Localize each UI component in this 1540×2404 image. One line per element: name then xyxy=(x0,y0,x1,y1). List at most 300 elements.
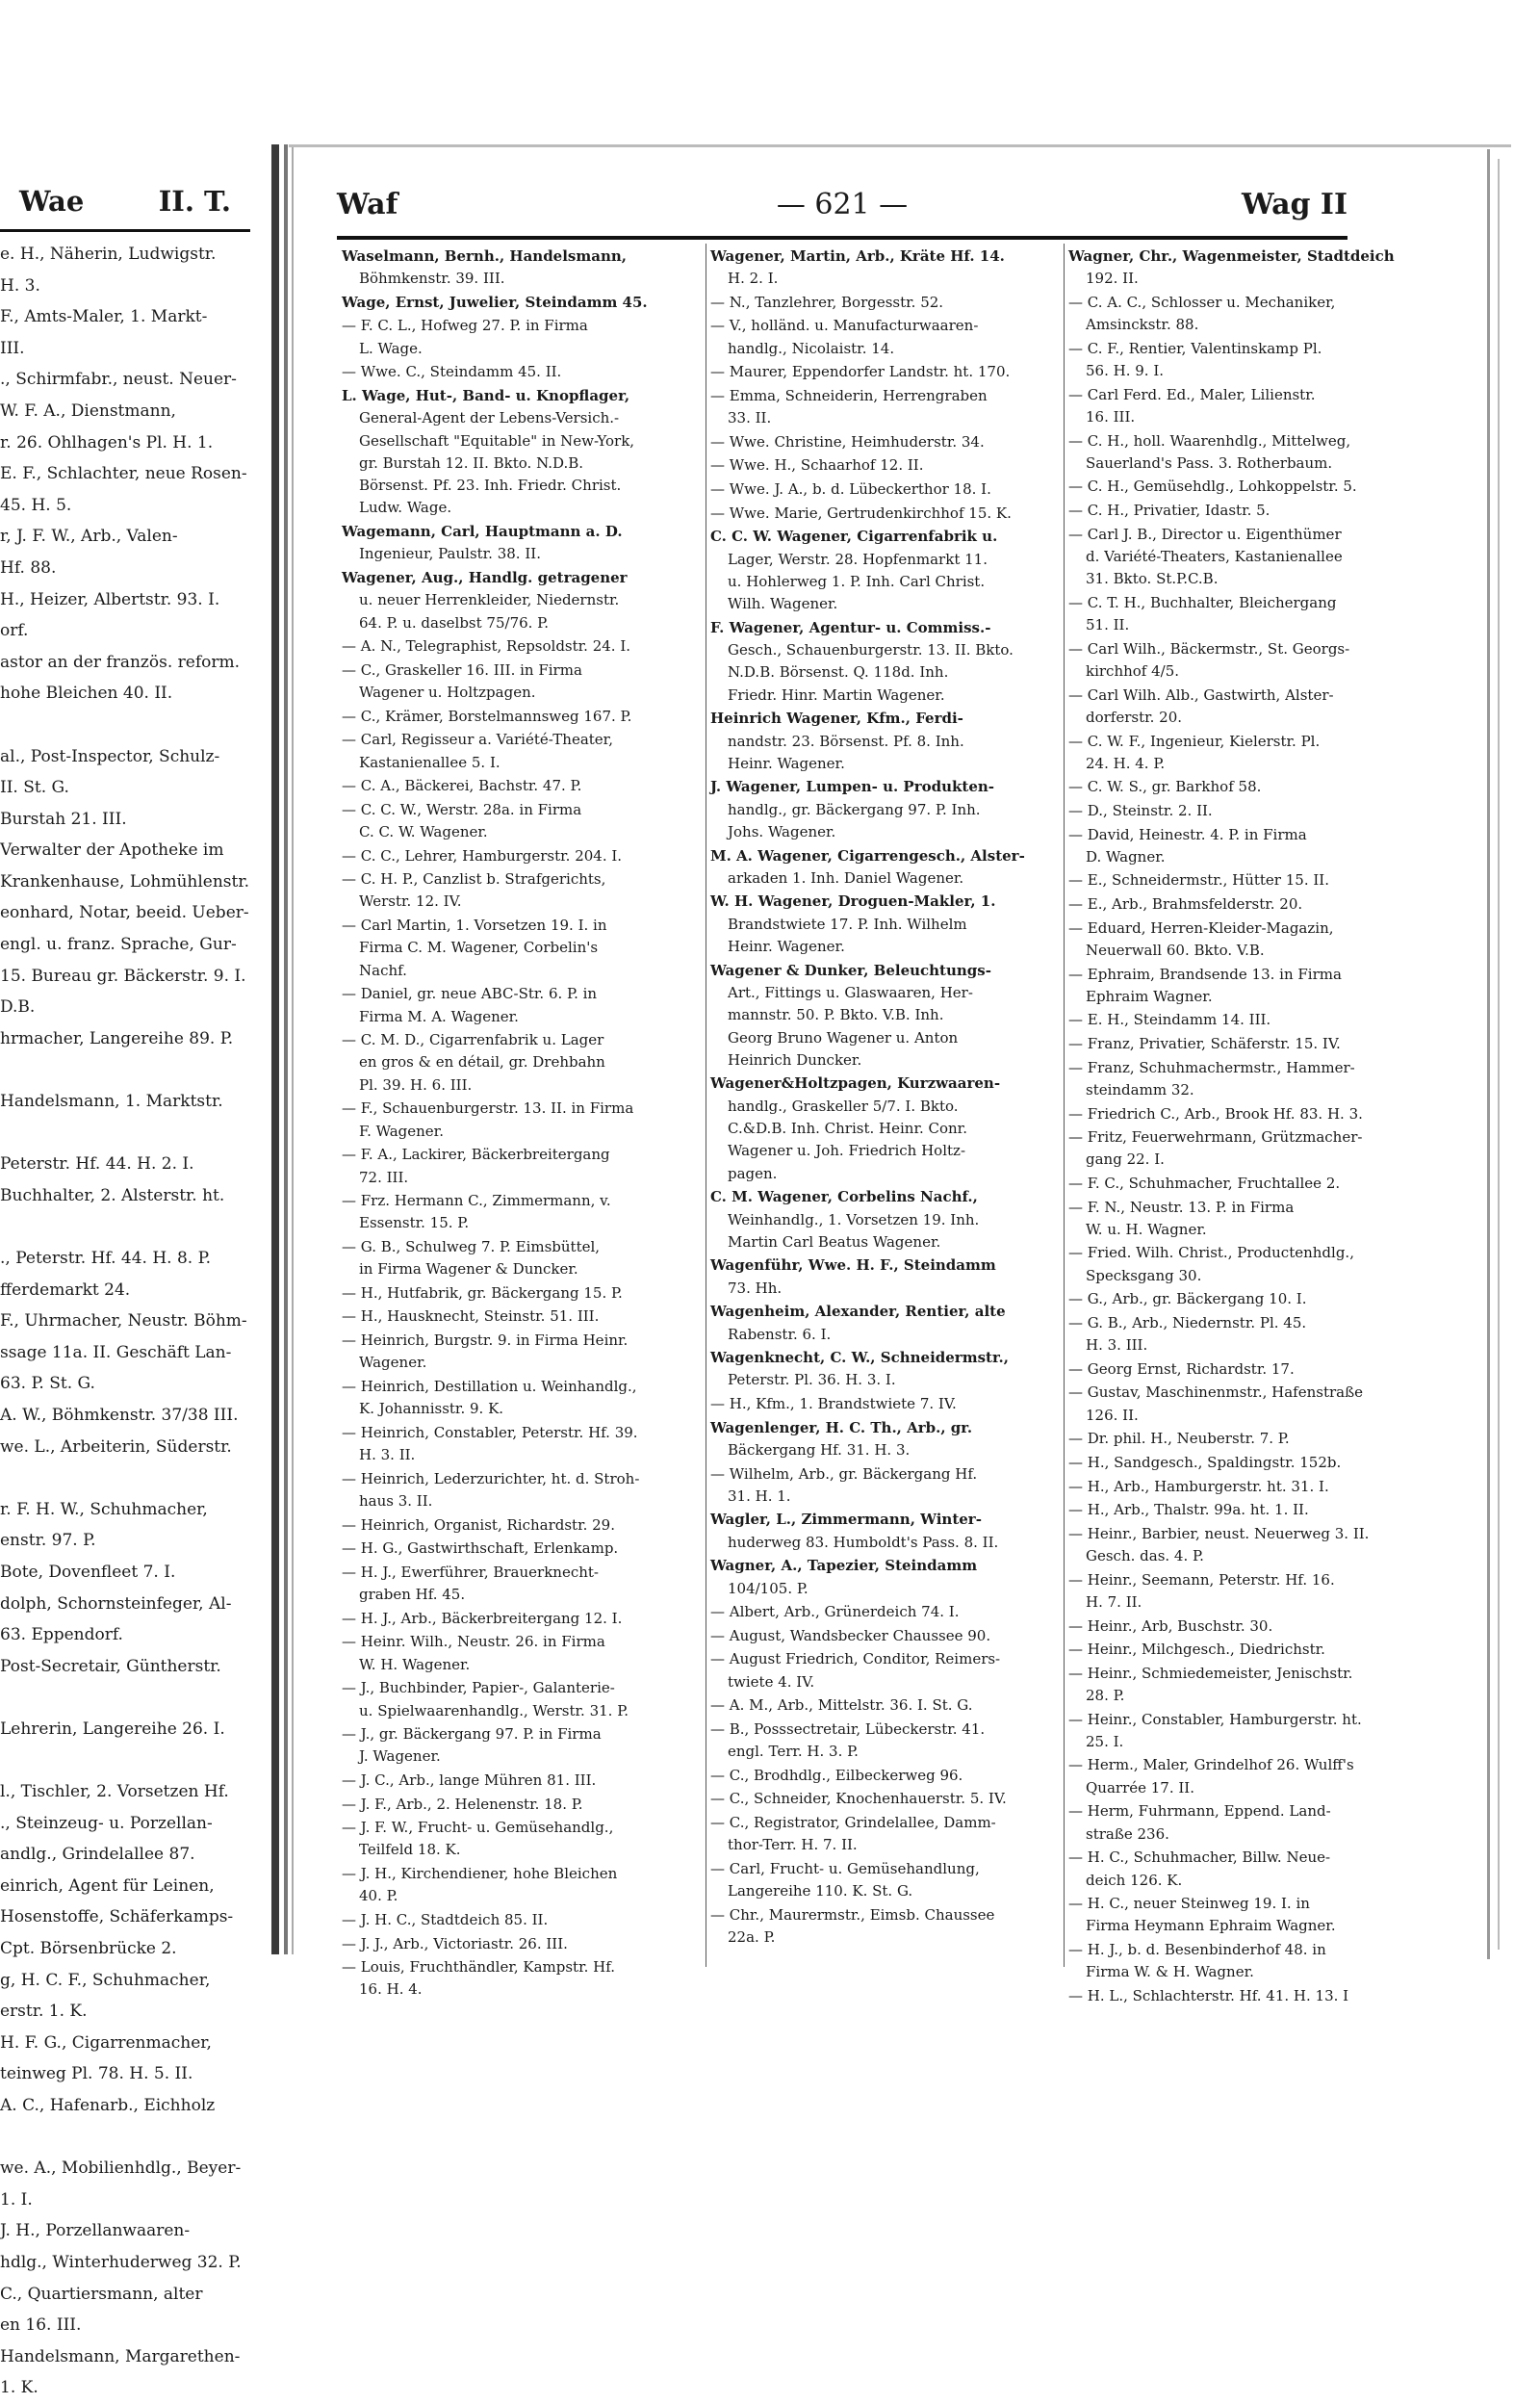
directory-entry xyxy=(1068,918,1417,963)
entry-line: — H. L., Schlachterstr. Hf. 41. H. 13. I xyxy=(1068,1986,1349,2004)
previous-page-line: E. F., Schlachter, neue Rosen- xyxy=(0,464,247,484)
entry-line: — Albert, Arb., Grünerdeich 74. I. xyxy=(710,1603,960,1621)
previous-page-line: ssage 11a. II. Geschäft Lan- xyxy=(0,1342,232,1362)
entry-line: — H. G., Gastwirthschaft, Erlenkamp. xyxy=(342,1539,619,1558)
entry-line: 31. Bkto. St.P.C.B. xyxy=(1086,570,1219,588)
entry-line: 25. I. xyxy=(1086,1732,1124,1750)
directory-entry-heading xyxy=(710,708,1059,775)
entry-line: Amsinckstr. 88. xyxy=(1086,316,1199,334)
entry-line: — G., Arb., gr. Bäckergang 10. I. xyxy=(1068,1290,1307,1308)
entry-line: nandstr. 23. Börsenst. Pf. 8. Inh. xyxy=(728,732,964,750)
directory-entry xyxy=(1068,1103,1417,1125)
entry-line: — Georg Ernst, Richardstr. 17. xyxy=(1068,1359,1295,1378)
directory-entry xyxy=(1068,1173,1417,1195)
entry-line: — David, Heinestr. 4. P. in Firma xyxy=(1068,825,1307,843)
directory-entry xyxy=(1068,430,1417,476)
entry-line: huderweg 83. Humboldt's Pass. 8. II. xyxy=(728,1533,999,1551)
entry-line: 16. H. 4. xyxy=(359,1980,423,1999)
entry-line: u. Hohlerweg 1. P. Inh. Carl Christ. xyxy=(728,572,986,590)
directory-entry xyxy=(1068,1288,1417,1310)
entry-line: — C. A., Bäckerei, Bachstr. 47. P. xyxy=(342,777,582,795)
entry-line: — C., Krämer, Borstelmannsweg 167. P. xyxy=(342,707,632,725)
previous-page-line: Lehrerin, Langereihe 26. I. xyxy=(0,1719,225,1739)
entry-line: — F., Schauenburgerstr. 13. II. in Firma xyxy=(342,1099,634,1118)
previous-page-line: g, H. C. F., Schuhmacher, xyxy=(0,1970,211,1990)
directory-entry xyxy=(342,1376,690,1421)
entry-line: — F. A., Lackirer, Bäckerbreitergang xyxy=(342,1146,610,1164)
entry-line: — C. H., holl. Waarenhdlg., Mittelweg, xyxy=(1068,431,1351,450)
entry-line: — Wwe. H., Schaarhof 12. II. xyxy=(710,456,924,475)
entry-line: Ingenieur, Paulstr. 38. II. xyxy=(359,545,541,563)
entry-line: deich 126. K. xyxy=(1086,1871,1183,1889)
entry-line: — J. H. C., Stadtdeich 85. II. xyxy=(342,1910,549,1928)
previous-page-header-rule xyxy=(0,229,250,232)
directory-entry xyxy=(710,503,1059,525)
entry-line: — C. H., Privatier, Idastr. 5. xyxy=(1068,502,1270,520)
entry-line: u. neuer Herrenkleider, Niedernstr. xyxy=(359,591,620,609)
previous-page-line: C., Quartiersmann, alter xyxy=(0,2284,203,2304)
directory-entry xyxy=(342,868,690,914)
directory-column-2 xyxy=(710,246,1059,1951)
entry-line: — Franz, Schuhmachermstr., Hammer- xyxy=(1068,1058,1355,1076)
entry-line: — A. N., Telegraphist, Repsoldstr. 24. I. xyxy=(342,637,631,656)
directory-entry xyxy=(710,454,1059,477)
page-right-edge-inner xyxy=(1498,159,1500,1950)
previous-page-line: 63. Eppendorf. xyxy=(0,1625,123,1645)
previous-page-line: en 16. III. xyxy=(0,2315,82,2336)
directory-entry xyxy=(342,1468,690,1513)
entry-line: Ephraim Wagner. xyxy=(1086,987,1213,1005)
entry-line: — Wwe. Marie, Gertrudenkirchhof 15. K. xyxy=(710,504,1012,522)
entry-line: Teilfeld 18. K. xyxy=(359,1841,461,1859)
entry-line: — H. J., Arb., Bäckerbreitergang 12. I. xyxy=(342,1609,623,1627)
entry-line: — C. W. F., Ingenieur, Kielerstr. Pl. xyxy=(1068,732,1321,750)
entry-line: — H., Hutfabrik, gr. Bäckergang 15. P. xyxy=(342,1283,623,1302)
directory-entry xyxy=(710,315,1059,360)
directory-entry xyxy=(1068,1709,1417,1754)
directory-entry-heading xyxy=(710,1186,1059,1254)
entry-line: J. Wagener. xyxy=(359,1747,441,1766)
entry-line: in Firma Wagener & Duncker. xyxy=(359,1260,578,1279)
entry-line: — Heinrich, Constabler, Peterstr. Hf. 39. xyxy=(342,1423,638,1441)
entry-line: — Frz. Hermann C., Zimmermann, v. xyxy=(342,1192,611,1210)
directory-entry-heading xyxy=(710,1301,1059,1346)
entry-line: — C., Graskeller 16. III. in Firma xyxy=(342,660,582,679)
previous-page-line xyxy=(0,1682,265,1714)
entry-line: — C. C. W., Werstr. 28a. in Firma xyxy=(342,800,582,818)
directory-entry xyxy=(1068,1057,1417,1102)
header-rule xyxy=(337,236,1348,240)
entry-line: — Heinr., Barbier, neust. Neuerweg 3. II. xyxy=(1068,1524,1370,1542)
previous-page-line: F., Uhrmacher, Neustr. Böhm- xyxy=(0,1311,247,1331)
directory-entry xyxy=(1068,292,1417,337)
previous-page-line: A. C., Hafenarb., Eichholz xyxy=(0,2096,216,2116)
directory-entry xyxy=(1068,1985,1417,2007)
entry-line: Nachf. xyxy=(359,961,407,979)
entry-line: Gesellschaft "Equitable" in New-York, xyxy=(359,431,635,450)
entry-line: — Friedrich C., Arb., Brook Hf. 83. H. 3. xyxy=(1068,1104,1363,1123)
directory-entry-heading xyxy=(342,567,690,634)
directory-entry xyxy=(342,1770,690,1792)
book-gutter-shadow xyxy=(271,144,279,1954)
directory-entry xyxy=(342,1236,690,1281)
directory-entry xyxy=(1068,592,1417,637)
entry-line: — C., Registrator, Grindelallee, Damm- xyxy=(710,1813,996,1831)
directory-entry xyxy=(342,635,690,658)
directory-entry-heading xyxy=(710,1417,1059,1462)
entry-line: — August Friedrich, Conditor, Reimers- xyxy=(710,1650,1001,1668)
directory-entry xyxy=(342,1422,690,1467)
entry-line: 22a. P. xyxy=(728,1928,776,1947)
previous-page-header-right: II. T. xyxy=(158,185,231,218)
previous-page-line: we. L., Arbeiterin, Süderstr. xyxy=(0,1436,232,1457)
entry-line: C.&D.B. Inh. Christ. Heinr. Conr. xyxy=(728,1120,967,1138)
entry-line: H. 2. I. xyxy=(728,270,779,288)
directory-entry xyxy=(1068,1242,1417,1287)
previous-page-line: enstr. 97. P. xyxy=(0,1531,96,1551)
entry-line: 73. Hh. xyxy=(728,1279,783,1297)
entry-line: — Carl J. B., Director u. Eigenthümer xyxy=(1068,525,1342,543)
previous-page-line xyxy=(0,1211,265,1243)
entry-line: H. 7. II. xyxy=(1086,1592,1142,1611)
previous-page-line: 63. P. St. G. xyxy=(0,1374,95,1394)
directory-entry xyxy=(1068,1033,1417,1055)
directory-entry xyxy=(1068,1569,1417,1615)
entry-line: Böhmkenstr. 39. III. xyxy=(359,270,505,288)
previous-page-line: r. 26. Ohlhagen's Pl. H. 1. xyxy=(0,432,214,452)
entry-line: Heinr. Wagener. xyxy=(728,754,845,772)
entry-line: — Franz, Privatier, Schäferstr. 15. IV. xyxy=(1068,1035,1341,1053)
entry-line: — C. M. D., Cigarrenfabrik u. Lager xyxy=(342,1031,604,1049)
page-number: — 621 — xyxy=(776,188,909,221)
directory-column-3 xyxy=(1068,246,1417,2009)
directory-entry xyxy=(1068,1893,1417,1938)
directory-entry xyxy=(342,1956,690,2002)
entry-line: Wagemann, Carl, Hauptmann a. D. xyxy=(342,523,623,541)
directory-entry xyxy=(1068,1358,1417,1381)
directory-entry xyxy=(710,1765,1059,1787)
column-divider xyxy=(1064,244,1065,1967)
directory-entry xyxy=(1068,524,1417,591)
previous-page-line: III. xyxy=(0,338,25,358)
entry-line: — Wwe. C., Steindamm 45. II. xyxy=(342,363,562,381)
directory-entry xyxy=(342,1863,690,1908)
previous-page-line: dolph, Schornsteinfeger, Al- xyxy=(0,1593,232,1614)
directory-entry xyxy=(1068,384,1417,429)
entry-line: — Daniel, gr. neue ABC-Str. 6. P. in xyxy=(342,985,598,1003)
directory-entry xyxy=(342,1723,690,1769)
entry-line: — J. J., Arb., Victoriastr. 26. III. xyxy=(342,1934,568,1952)
entry-line: steindamm 32. xyxy=(1086,1080,1194,1099)
entry-line: Gesch. das. 4. P. xyxy=(1086,1547,1204,1565)
entry-line: Bäckergang Hf. 31. H. 3. xyxy=(728,1440,911,1459)
directory-entry xyxy=(1068,731,1417,776)
entry-line: — Heinr., Seemann, Peterstr. Hf. 16. xyxy=(1068,1570,1335,1589)
directory-entry-heading xyxy=(1068,246,1417,291)
entry-line: — Wilhelm, Arb., gr. Bäckergang Hf. xyxy=(710,1464,978,1483)
entry-line: Firma M. A. Wagener. xyxy=(359,1007,519,1025)
previous-page-line xyxy=(0,710,265,741)
previous-page-line: Bote, Dovenfleet 7. I. xyxy=(0,1562,176,1582)
previous-page-line: A. W., Böhmkenstr. 37/38 III. xyxy=(0,1405,239,1425)
directory-entry xyxy=(1068,1197,1417,1242)
entry-line: — Heinrich, Organist, Richardstr. 29. xyxy=(342,1515,615,1534)
entry-line: Werstr. 12. IV. xyxy=(359,892,462,911)
entry-line: — J. F. W., Frucht- u. Gemüsehandlg., xyxy=(342,1819,614,1837)
entry-line: Wagenlenger, H. C. Th., Arb., gr. xyxy=(710,1418,973,1436)
entry-line: — J., gr. Bäckergang 97. P. in Firma xyxy=(342,1725,602,1744)
previous-page-line: Peterstr. Hf. 44. H. 2. I. xyxy=(0,1154,194,1175)
directory-entry xyxy=(342,659,690,705)
previous-page-line: r, J. F. W., Arb., Valen- xyxy=(0,527,178,547)
entry-line: — Dr. phil. H., Neuberstr. 7. P. xyxy=(1068,1430,1290,1448)
directory-entry xyxy=(342,775,690,797)
directory-entry-heading xyxy=(710,617,1059,707)
entry-line: — G. B., Arb., Niedernstr. Pl. 45. xyxy=(1068,1313,1307,1331)
directory-entry xyxy=(1068,1312,1417,1357)
entry-line: Wagner, A., Tapezier, Steindamm xyxy=(710,1557,978,1575)
previous-page-line: Krankenhause, Lohmühlenstr. xyxy=(0,871,250,892)
entry-line: C. C. W. Wagener. xyxy=(359,822,488,840)
entry-line: 28. P. xyxy=(1086,1686,1125,1704)
entry-line: N.D.B. Börsenst. Q. 118d. Inh. xyxy=(728,663,949,682)
entry-line: Kastanienallee 5. I. xyxy=(359,753,500,771)
directory-entry xyxy=(1068,1499,1417,1521)
entry-line: Wagenknecht, C. W., Schneidermstr., xyxy=(710,1349,1009,1367)
directory-entry xyxy=(1068,1639,1417,1661)
entry-line: — Heinr., Schmiedemeister, Jenischstr. xyxy=(1068,1664,1353,1682)
previous-page-line: H., Heizer, Albertstr. 93. I. xyxy=(0,589,220,609)
directory-entry xyxy=(710,1858,1059,1903)
entry-line: thor-Terr. H. 7. II. xyxy=(728,1836,858,1854)
directory-entry-heading xyxy=(710,1555,1059,1600)
entry-line: kirchhof 4/5. xyxy=(1086,662,1180,681)
page-right-edge xyxy=(1487,149,1490,1959)
entry-line: Georg Bruno Wagener u. Anton xyxy=(728,1028,959,1047)
directory-entry xyxy=(1068,1126,1417,1172)
entry-line: Wagenheim, Alexander, Rentier, alte xyxy=(710,1303,1006,1321)
entry-line: — J. F., Arb., 2. Helenenstr. 18. P. xyxy=(342,1795,583,1813)
previous-page-line: Hf. 88. xyxy=(0,557,57,578)
previous-page-line: 15. Bureau gr. Bäckerstr. 9. I. xyxy=(0,966,246,986)
entry-line: — Heinrich, Destillation u. Weinhandlg., xyxy=(342,1377,637,1395)
directory-entry xyxy=(342,1144,690,1189)
entry-line: — H. C., neuer Steinweg 19. I. in xyxy=(1068,1895,1310,1913)
previous-page-header-left: Wae xyxy=(19,185,85,218)
entry-line: — Carl Wilh., Bäckermstr., St. Georgs- xyxy=(1068,639,1350,658)
directory-entry xyxy=(342,1190,690,1235)
previous-page-line: Post-Secretair, Güntherstr. xyxy=(0,1656,221,1676)
directory-entry xyxy=(342,1608,690,1630)
entry-line: — Maurer, Eppendorfer Landstr. ht. 170. xyxy=(710,363,1011,381)
entry-line: 64. P. u. daselbst 75/76. P. xyxy=(359,613,550,632)
entry-line: — C. T. H., Buchhalter, Bleichergang xyxy=(1068,593,1337,611)
directory-entry xyxy=(342,1305,690,1328)
entry-line: Wagener, Martin, Arb., Kräte Hf. 14. xyxy=(710,247,1005,265)
directory-entry xyxy=(710,431,1059,453)
previous-page-line: al., Post-Inspector, Schulz- xyxy=(0,746,220,766)
previous-page-line: l., Tischler, 2. Vorsetzen Hf. xyxy=(0,1782,229,1802)
entry-line: — Herm, Fuhrmann, Eppend. Land- xyxy=(1068,1802,1331,1821)
directory-entry-heading xyxy=(710,845,1059,891)
entry-line: Rabenstr. 6. I. xyxy=(728,1325,832,1343)
entry-line: — V., holländ. u. Manufacturwaaren- xyxy=(710,317,979,335)
previous-page-line: Burstah 21. III. xyxy=(0,809,127,829)
page-header xyxy=(337,188,1348,236)
previous-page-line: orf. xyxy=(0,621,29,641)
entry-line: handlg., Nicolaistr. 14. xyxy=(728,339,895,357)
directory-entry-heading xyxy=(342,385,690,520)
directory-column-1 xyxy=(342,246,690,2003)
entry-line: — Fritz, Feuerwehrmann, Grützmacher- xyxy=(1068,1128,1363,1147)
directory-entry xyxy=(1068,776,1417,798)
directory-entry xyxy=(342,1098,690,1143)
previous-page-line: Hosenstoffe, Schäferkamps- xyxy=(0,1907,234,1927)
directory-entry-heading xyxy=(710,1073,1059,1184)
directory-entry xyxy=(1068,500,1417,522)
directory-entry xyxy=(710,292,1059,314)
entry-line: C. M. Wagener, Corbelins Nachf., xyxy=(710,1188,978,1206)
directory-entry-heading xyxy=(710,776,1059,843)
page-top-edge xyxy=(289,144,1511,147)
directory-entry xyxy=(342,1538,690,1560)
directory-entry-heading xyxy=(710,1254,1059,1300)
directory-entry xyxy=(1068,1663,1417,1708)
entry-line: 104/105. P. xyxy=(728,1579,808,1597)
directory-entry xyxy=(1068,476,1417,498)
entry-line: — Ephraim, Brandsende 13. in Firma xyxy=(1068,965,1342,983)
directory-entry xyxy=(342,1909,690,1931)
directory-entry xyxy=(1068,1800,1417,1846)
directory-entry xyxy=(710,1393,1059,1415)
entry-line: — H. C., Schuhmacher, Billw. Neue- xyxy=(1068,1848,1331,1867)
entry-line: Heinrich Wagener, Kfm., Ferdi- xyxy=(710,710,963,728)
entry-line: dorferstr. 20. xyxy=(1086,708,1183,726)
entry-line: — Emma, Schneiderin, Herrengraben xyxy=(710,386,988,404)
previous-page-line: 1. K. xyxy=(0,2378,38,2398)
entry-line: — Eduard, Herren-Kleider-Magazin, xyxy=(1068,918,1334,937)
entry-line: H. 3. II. xyxy=(359,1446,416,1464)
entry-line: gang 22. I. xyxy=(1086,1150,1165,1169)
previous-page-line: Handelsmann, Margarethen- xyxy=(0,2346,241,2366)
entry-line: Lager, Werstr. 28. Hopfenmarkt 11. xyxy=(728,550,988,568)
entry-line: — Herm., Maler, Grindelhof 26. Wulff's xyxy=(1068,1756,1354,1774)
header-keyword-right: Wag II xyxy=(1241,188,1348,221)
entry-line: Friedr. Hinr. Martin Wagener. xyxy=(728,685,945,704)
previous-page-line: W. F. A., Dienstmann, xyxy=(0,401,176,421)
entry-line: — C. H., Gemüsehdlg., Lohkoppelstr. 5. xyxy=(1068,478,1357,496)
entry-line: Essenstr. 15. P. xyxy=(359,1214,470,1232)
entry-line: 33. II. xyxy=(728,409,772,427)
directory-entry xyxy=(710,361,1059,383)
previous-page-line xyxy=(0,1745,265,1777)
directory-entry-heading xyxy=(342,246,690,291)
entry-line: 24. H. 4. P. xyxy=(1086,754,1166,772)
entry-line: Firma W. & H. Wagner. xyxy=(1086,1963,1254,1981)
directory-entry-heading xyxy=(710,1347,1059,1392)
entry-line: Sauerland's Pass. 3. Rotherbaum. xyxy=(1086,453,1333,472)
entry-line: Johs. Wagener. xyxy=(728,822,836,840)
entry-line: straße 236. xyxy=(1086,1824,1169,1843)
entry-line: haus 3. II. xyxy=(359,1492,433,1511)
entry-line: Firma C. M. Wagener, Corbelin's xyxy=(359,939,599,957)
entry-line: Wagener & Dunker, Beleuchtungs- xyxy=(710,961,991,979)
directory-entry xyxy=(342,1282,690,1305)
entry-line: F. Wagener. xyxy=(359,1122,444,1140)
entry-line: F. Wagener, Agentur- u. Commiss.- xyxy=(710,618,991,636)
previous-page-line: D.B. xyxy=(0,997,36,1018)
entry-line: Börsenst. Pf. 23. Inh. Friedr. Christ. xyxy=(359,477,622,495)
entry-line: d. Variété-Theaters, Kastanienallee xyxy=(1086,547,1343,565)
entry-line: — Heinr. Wilh., Neustr. 26. in Firma xyxy=(342,1633,605,1651)
entry-line: u. Spielwaarenhandlg., Werstr. 31. P. xyxy=(359,1701,629,1719)
directory-entry xyxy=(342,706,690,728)
entry-line: 192. II. xyxy=(1086,270,1139,288)
entry-line: — H. J., b. d. Besenbinderhof 48. in xyxy=(1068,1941,1326,1959)
directory-entry xyxy=(342,1933,690,1955)
directory-entry xyxy=(710,1625,1059,1647)
entry-line: — C., Schneider, Knochenhauerstr. 5. IV. xyxy=(710,1790,1007,1808)
directory-entry xyxy=(1068,1476,1417,1498)
entry-line: — N., Tanzlehrer, Borgesstr. 52. xyxy=(710,293,944,311)
entry-line: — Louis, Fruchthändler, Kampstr. Hf. xyxy=(342,1958,616,1977)
directory-entry xyxy=(710,1694,1059,1717)
previous-page-line: II. St. G. xyxy=(0,778,69,798)
previous-page-line xyxy=(0,1462,265,1494)
entry-line: — J., Buchbinder, Papier-, Galanterie- xyxy=(342,1679,615,1697)
previous-page-header xyxy=(0,185,250,223)
entry-line: — Heinr., Milchgesch., Diedrichstr. xyxy=(1068,1641,1325,1659)
entry-line: Langereihe 110. K. St. G. xyxy=(728,1882,913,1900)
entry-line: H. 3. III. xyxy=(1086,1336,1148,1355)
entry-line: Martin Carl Beatus Wagener. xyxy=(728,1232,941,1251)
directory-entry xyxy=(1068,1847,1417,1892)
directory-entry xyxy=(1068,685,1417,730)
entry-line: — Heinrich, Lederzurichter, ht. d. Stroh- xyxy=(342,1469,640,1487)
entry-line: — B., Posssectretair, Lübeckerstr. 41. xyxy=(710,1719,986,1738)
entry-line: — Heinr., Constabler, Hamburgerstr. ht. xyxy=(1068,1710,1362,1728)
previous-page-line: erstr. 1. K. xyxy=(0,2002,88,2022)
entry-line: Wagener. xyxy=(359,1354,427,1372)
previous-page-line: H. 3. xyxy=(0,275,40,296)
directory-entry xyxy=(1068,893,1417,916)
previous-page-line: r. F. H. W., Schuhmacher, xyxy=(0,1499,208,1519)
previous-page-line: hdlg., Winterhuderweg 32. P. xyxy=(0,2253,242,2272)
previous-page-line xyxy=(0,2122,265,2154)
entry-line: Wage, Ernst, Juwelier, Steindamm 45. xyxy=(342,293,648,311)
entry-line: — Wwe. Christine, Heimhuderstr. 34. xyxy=(710,432,985,451)
entry-line: — J. C., Arb., lange Mühren 81. III. xyxy=(342,1771,597,1789)
entry-line: handlg., Graskeller 5/7. I. Bkto. xyxy=(728,1097,959,1115)
entry-line: J. Wagener, Lumpen- u. Produkten- xyxy=(710,778,995,796)
directory-entry xyxy=(342,1817,690,1862)
previous-page-line: fferdemarkt 24. xyxy=(0,1280,131,1300)
entry-line: — F. C. L., Hofweg 27. P. in Firma xyxy=(342,317,588,335)
previous-page-line xyxy=(0,1118,265,1150)
entry-line: 126. II. xyxy=(1086,1406,1139,1424)
entry-line: Peterstr. Pl. 36. H. 3. I. xyxy=(728,1371,896,1389)
directory-entry xyxy=(1068,1939,1417,1984)
entry-line: Gesch., Schauenburgerstr. 13. II. Bkto. xyxy=(728,641,1014,659)
directory-entry xyxy=(1068,1452,1417,1474)
entry-line: Wagener&Holtzpagen, Kurzwaaren- xyxy=(710,1074,1001,1093)
previous-page-line: Verwalter der Apotheke im xyxy=(0,840,224,861)
entry-line: — Carl, Frucht- u. Gemüsehandlung, xyxy=(710,1859,980,1877)
previous-page-line: J. H., Porzellanwaaren- xyxy=(0,2221,191,2241)
directory-entry xyxy=(1068,638,1417,684)
directory-entry xyxy=(342,1794,690,1816)
entry-line: Wagler, L., Zimmermann, Winter- xyxy=(710,1511,982,1529)
